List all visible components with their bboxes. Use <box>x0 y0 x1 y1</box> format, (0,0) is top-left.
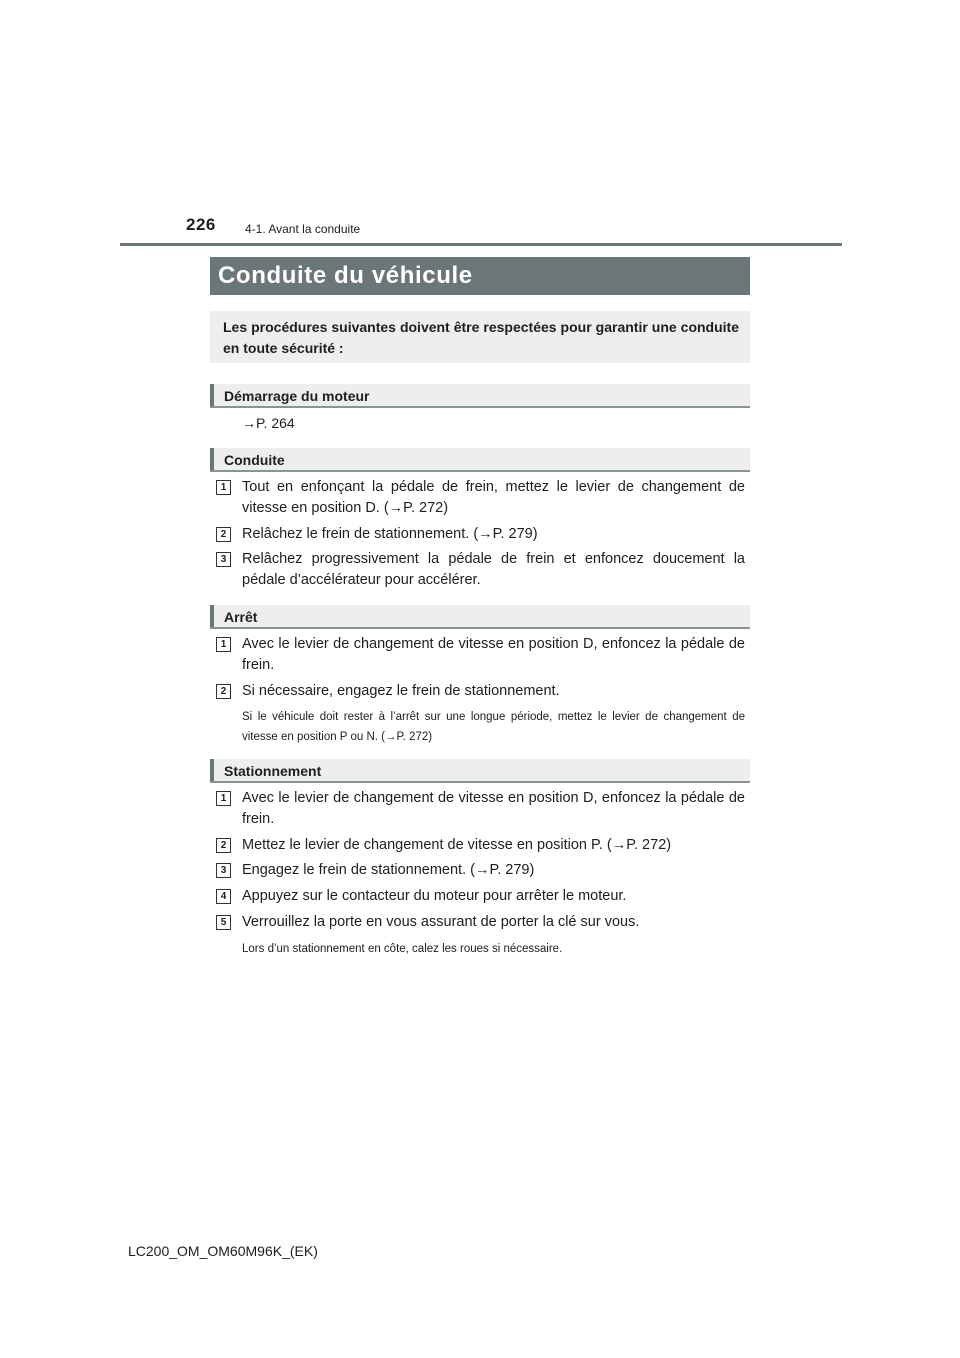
note-text: Lors d’un stationnement en côte, calez les roues si nécessaire. <box>242 943 563 955</box>
page-reference: →P. 264 <box>242 415 295 431</box>
intro-box <box>210 311 750 363</box>
step-number-badge: 3 <box>216 552 231 567</box>
note-text: Si le véhicule doit rester à l’arrêt sur une longue période, mettez le levier de changement de vitesse en position P ou N. (→P. 272) <box>242 711 745 743</box>
step-number-badge: 2 <box>216 684 231 699</box>
page-title: Conduite du véhicule <box>218 262 473 289</box>
step-number-badge: 4 <box>216 889 231 904</box>
section-heading-label: Stationnement <box>224 763 322 779</box>
document-code-footer: LC200_OM_OM60M96K_(EK) <box>128 1243 318 1259</box>
step-number-badge: 3 <box>216 863 231 878</box>
intro-text: Les procédures suivantes doivent être respectées pour garantir une conduite en toute sécurité : <box>223 319 739 356</box>
step-number-badge: 1 <box>216 791 231 806</box>
step-text: Si nécessaire, engagez le frein de stationnement. <box>242 683 560 699</box>
step-text: Relâchez progressivement la pédale de frein et enfoncez doucement la pédale d’accélérateur pour accélérer. <box>242 551 745 588</box>
header-rule <box>120 243 842 246</box>
step-number-badge: 1 <box>216 480 231 495</box>
section-heading-label: Arrêt <box>224 609 258 625</box>
step-text: Avec le levier de changement de vitesse en position D, enfoncez la pédale de frein. <box>242 790 745 827</box>
step-text: Avec le levier de changement de vitesse en position D, enfoncez la pédale de frein. <box>242 636 745 673</box>
step-text: Engagez le frein de stationnement. (→P. 279) <box>242 862 535 878</box>
step-text: Appuyez sur le contacteur du moteur pour arrêter le moteur. <box>242 888 627 904</box>
step-number-badge: 5 <box>216 915 231 930</box>
section-heading-label: Conduite <box>224 452 285 468</box>
step-text: Mettez le levier de changement de vitesse en position P. (→P. 272) <box>242 837 672 853</box>
step-text: Tout en enfonçant la pédale de frein, mettez le levier de changement de vitesse en position D. (→P. 272) <box>242 479 745 516</box>
section-heading-arret <box>210 605 750 629</box>
page-number: 226 <box>186 215 216 234</box>
section-heading-label: Démarrage du moteur <box>224 388 370 404</box>
section-heading-stationnement <box>210 759 750 783</box>
section-heading-demarrage <box>210 384 750 408</box>
step-number-badge: 1 <box>216 637 231 652</box>
page-title-band <box>210 257 750 295</box>
section-heading-conduite <box>210 448 750 472</box>
step-text: Relâchez le frein de stationnement. (→P. 279) <box>242 526 538 542</box>
step-number-badge: 2 <box>216 527 231 542</box>
chapter-label: 4-1. Avant la conduite <box>245 222 361 236</box>
step-number-badge: 2 <box>216 838 231 853</box>
step-text: Verrouillez la porte en vous assurant de porter la clé sur vous. <box>242 914 640 930</box>
